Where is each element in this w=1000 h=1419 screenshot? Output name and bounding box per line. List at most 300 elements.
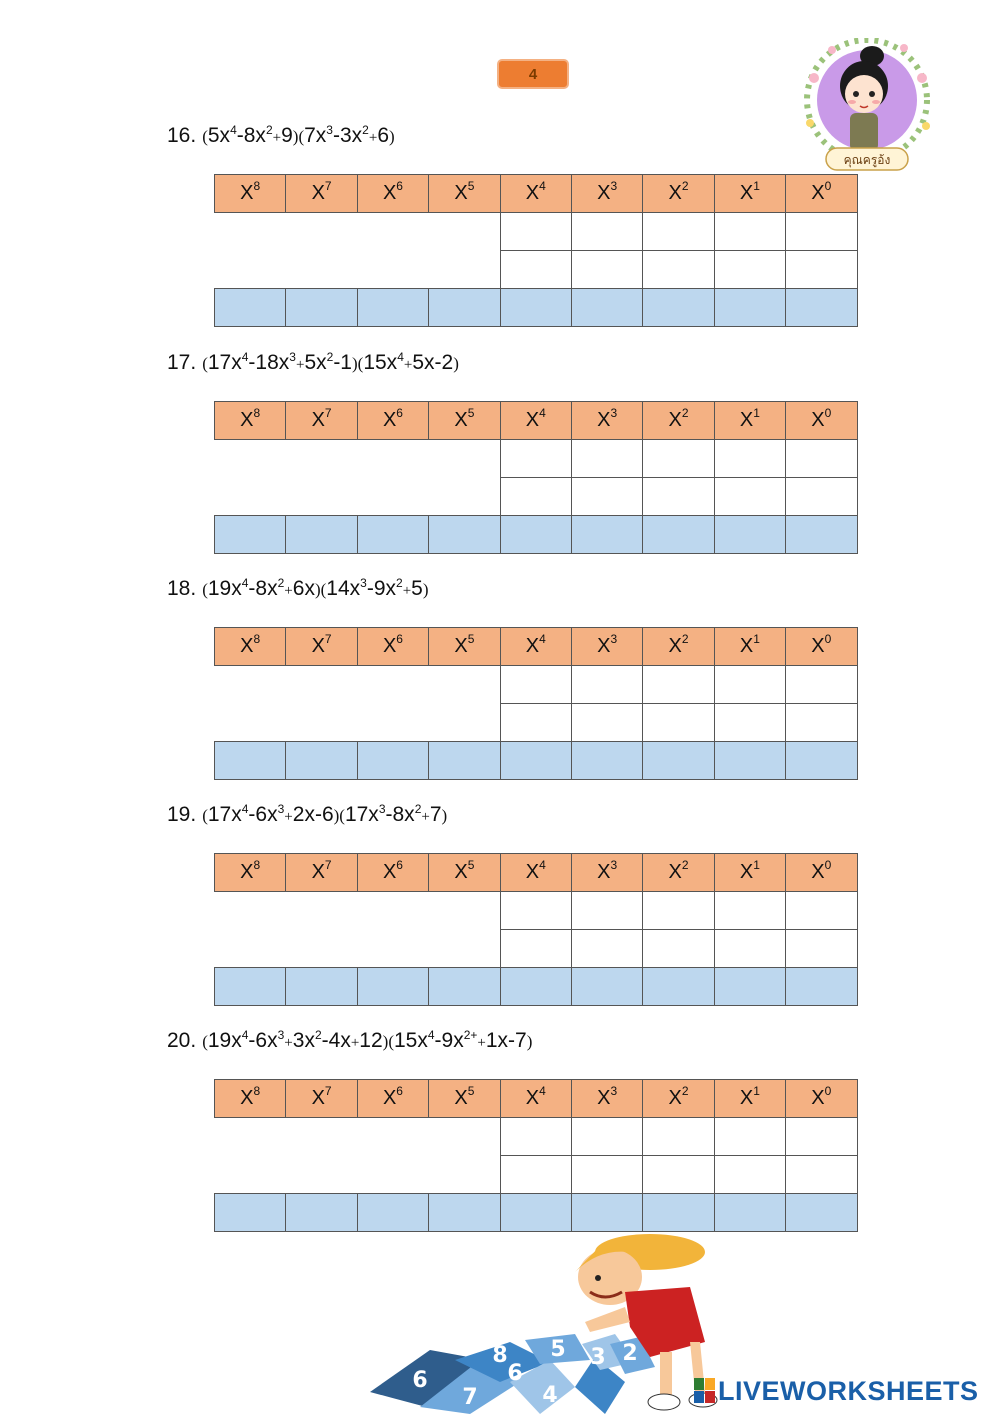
power-base: X	[311, 409, 325, 431]
result-cell[interactable]	[714, 968, 785, 1006]
empty-space	[215, 1156, 286, 1194]
empty-space	[286, 440, 357, 478]
power-header-cell	[215, 1080, 286, 1118]
power-exponent: 0	[824, 179, 832, 193]
result-cell[interactable]	[643, 968, 714, 1006]
problem-number: 16.	[167, 124, 197, 147]
work-row	[215, 704, 858, 742]
power-base: X	[240, 861, 254, 883]
power-header-cell	[429, 402, 500, 440]
coefficient-table	[214, 853, 858, 1006]
answer-cell[interactable]	[643, 251, 714, 289]
power-header-cell	[571, 628, 642, 666]
page-number: 4	[528, 65, 538, 83]
result-cell[interactable]	[643, 742, 714, 780]
work-row	[215, 666, 858, 704]
power-base: X	[240, 635, 254, 657]
answer-cell[interactable]	[643, 892, 714, 930]
hop-number: 3	[590, 1345, 606, 1370]
power-header-cell	[786, 402, 857, 440]
empty-space	[429, 666, 500, 704]
power-header-cell	[786, 175, 857, 213]
result-cell[interactable]	[571, 1194, 642, 1232]
answer-cell[interactable]	[500, 892, 571, 930]
power-base: X	[739, 182, 754, 204]
power-exponent: 0	[824, 858, 832, 872]
power-exponent: 4	[539, 858, 546, 872]
power-header-cell	[215, 402, 286, 440]
power-base: X	[311, 635, 325, 657]
power-header-cell	[286, 854, 357, 892]
answer-cell[interactable]	[571, 892, 642, 930]
result-cell[interactable]	[786, 289, 857, 327]
answer-cell[interactable]	[643, 478, 714, 516]
power-base: X	[811, 861, 825, 883]
answer-cell[interactable]	[786, 666, 857, 704]
empty-space	[286, 478, 357, 516]
power-header-cell	[357, 1080, 428, 1118]
work-row	[215, 478, 858, 516]
empty-space	[286, 1156, 357, 1194]
power-header-cell	[286, 628, 357, 666]
answer-cell[interactable]	[571, 1118, 642, 1156]
answer-cell[interactable]	[714, 892, 785, 930]
power-header-cell	[215, 628, 286, 666]
problem-label: 16. $(5x^4-8x^2+9)(7x^3-3x^2+6)$	[167, 123, 395, 147]
empty-space	[357, 213, 428, 251]
result-row	[215, 968, 858, 1006]
result-cell[interactable]	[357, 289, 428, 327]
result-cell[interactable]	[286, 1194, 357, 1232]
power-header-cell	[429, 175, 500, 213]
empty-space	[286, 1118, 357, 1156]
power-base: X	[811, 182, 825, 204]
result-row	[215, 516, 858, 554]
power-header-row	[215, 1080, 858, 1118]
empty-space	[429, 1118, 500, 1156]
result-cell[interactable]	[643, 1194, 714, 1232]
power-header-cell	[500, 628, 571, 666]
coefficient-table	[214, 401, 858, 554]
answer-cell[interactable]	[500, 251, 571, 289]
power-base: X	[454, 409, 468, 431]
problem-number: 19.	[167, 803, 197, 826]
power-base: X	[382, 409, 397, 431]
power-header-cell	[357, 628, 428, 666]
empty-space	[357, 478, 428, 516]
power-header-cell	[571, 402, 642, 440]
result-cell[interactable]	[286, 742, 357, 780]
power-exponent: 6	[396, 632, 403, 646]
result-cell[interactable]	[357, 516, 428, 554]
empty-space	[286, 213, 357, 251]
answer-cell[interactable]	[714, 213, 785, 251]
empty-space	[357, 251, 428, 289]
result-cell[interactable]	[500, 742, 571, 780]
result-cell[interactable]	[429, 968, 500, 1006]
power-exponent: 4	[539, 1084, 546, 1098]
empty-space	[215, 1118, 286, 1156]
work-row	[215, 930, 858, 968]
result-cell[interactable]	[571, 968, 642, 1006]
power-base: X	[739, 409, 754, 431]
power-header-cell	[571, 1080, 642, 1118]
answer-cell[interactable]	[714, 1118, 785, 1156]
empty-space	[357, 892, 428, 930]
power-exponent: 8	[253, 406, 261, 420]
power-base: X	[525, 409, 540, 431]
result-cell[interactable]	[215, 968, 286, 1006]
power-header-cell	[643, 175, 714, 213]
result-cell[interactable]	[571, 289, 642, 327]
power-header-cell	[286, 1080, 357, 1118]
power-header-cell	[286, 402, 357, 440]
power-base: X	[382, 1087, 397, 1109]
result-cell[interactable]	[429, 742, 500, 780]
answer-cell[interactable]	[643, 1156, 714, 1194]
answer-cell[interactable]	[786, 440, 857, 478]
power-exponent: 6	[396, 179, 403, 193]
power-exponent: 2	[681, 858, 689, 872]
result-cell[interactable]	[786, 1194, 857, 1232]
power-base: X	[811, 1087, 825, 1109]
power-header-row	[215, 402, 858, 440]
power-exponent: 1	[753, 858, 760, 872]
work-row	[215, 440, 858, 478]
result-cell[interactable]	[357, 968, 428, 1006]
power-base: X	[454, 861, 468, 883]
power-exponent: 5	[467, 1084, 475, 1098]
power-base: X	[311, 1087, 325, 1109]
power-exponent: 5	[467, 406, 475, 420]
power-header-cell	[786, 854, 857, 892]
power-header-cell	[714, 854, 785, 892]
result-cell[interactable]	[500, 516, 571, 554]
answer-cell[interactable]	[571, 478, 642, 516]
answer-cell[interactable]	[500, 1156, 571, 1194]
power-header-cell	[643, 854, 714, 892]
result-cell[interactable]	[643, 516, 714, 554]
power-exponent: 7	[324, 179, 332, 193]
power-base: X	[525, 1087, 540, 1109]
result-cell[interactable]	[786, 742, 857, 780]
power-base: X	[454, 635, 468, 657]
hop-number: 2	[622, 1341, 638, 1366]
power-header-cell	[571, 175, 642, 213]
power-base: X	[454, 1087, 468, 1109]
hop-number: 4	[542, 1383, 558, 1408]
coefficient-table	[214, 627, 858, 780]
power-header-cell	[357, 175, 428, 213]
power-base: X	[668, 635, 682, 657]
answer-cell[interactable]	[643, 213, 714, 251]
result-cell[interactable]	[714, 289, 785, 327]
power-base: X	[240, 1087, 254, 1109]
page-number-badge	[497, 59, 569, 89]
caption-ribbon	[826, 148, 908, 170]
empty-space	[357, 666, 428, 704]
power-header-cell	[429, 1080, 500, 1118]
empty-space	[215, 478, 286, 516]
answer-cell[interactable]	[714, 666, 785, 704]
result-cell[interactable]	[643, 289, 714, 327]
result-cell[interactable]	[500, 289, 571, 327]
liveworksheets-logo	[692, 1374, 979, 1408]
answer-cell[interactable]	[786, 213, 857, 251]
answer-cell[interactable]	[714, 930, 785, 968]
answer-cell[interactable]	[643, 1118, 714, 1156]
power-base: X	[597, 182, 611, 204]
power-exponent: 7	[324, 1084, 332, 1098]
power-base: X	[597, 635, 611, 657]
power-exponent: 7	[324, 632, 332, 646]
answer-cell[interactable]	[571, 1156, 642, 1194]
power-exponent: 1	[753, 406, 760, 420]
result-row	[215, 289, 858, 327]
empty-space	[215, 213, 286, 251]
result-row	[215, 1194, 858, 1232]
result-cell[interactable]	[571, 742, 642, 780]
result-cell[interactable]	[714, 516, 785, 554]
empty-space	[215, 666, 286, 704]
power-header-row	[215, 854, 858, 892]
empty-space	[429, 892, 500, 930]
empty-space	[429, 251, 500, 289]
result-cell[interactable]	[215, 289, 286, 327]
power-base: X	[240, 409, 254, 431]
answer-cell[interactable]	[500, 666, 571, 704]
power-base: X	[525, 861, 540, 883]
power-exponent: 4	[539, 406, 546, 420]
power-exponent: 3	[610, 632, 618, 646]
result-cell[interactable]	[786, 516, 857, 554]
empty-space	[215, 892, 286, 930]
answer-cell[interactable]	[643, 704, 714, 742]
hop-number: 5	[550, 1337, 566, 1362]
power-header-cell	[500, 402, 571, 440]
empty-space	[429, 1156, 500, 1194]
power-base: X	[668, 861, 682, 883]
power-base: X	[382, 635, 397, 657]
result-cell[interactable]	[286, 968, 357, 1006]
power-exponent: 1	[753, 179, 760, 193]
power-exponent: 7	[324, 406, 332, 420]
result-cell[interactable]	[286, 289, 357, 327]
coefficient-table	[214, 1079, 858, 1232]
power-header-cell	[215, 175, 286, 213]
work-row	[215, 892, 858, 930]
power-base: X	[525, 182, 540, 204]
empty-space	[215, 704, 286, 742]
result-row	[215, 742, 858, 780]
power-header-cell	[643, 1080, 714, 1118]
result-cell[interactable]	[714, 742, 785, 780]
power-exponent: 1	[753, 1084, 760, 1098]
answer-cell[interactable]	[500, 930, 571, 968]
work-row	[215, 1156, 858, 1194]
power-header-cell	[714, 402, 785, 440]
answer-cell[interactable]	[786, 1156, 857, 1194]
power-base: X	[597, 1087, 611, 1109]
power-exponent: 5	[467, 632, 475, 646]
empty-space	[286, 704, 357, 742]
power-header-cell	[714, 628, 785, 666]
power-base: X	[811, 635, 825, 657]
power-exponent: 3	[610, 179, 618, 193]
power-header-cell	[786, 1080, 857, 1118]
result-cell[interactable]	[357, 742, 428, 780]
power-exponent: 6	[396, 406, 403, 420]
power-base: X	[811, 409, 825, 431]
power-header-cell	[714, 1080, 785, 1118]
power-base: X	[382, 182, 397, 204]
problem-label: 20. $(19x^4-6x^3+3x^2-4x+12)(15x^4-9x^{2+}+1x-7)$	[167, 1028, 533, 1052]
power-base: X	[525, 635, 540, 657]
power-header-cell	[429, 628, 500, 666]
power-exponent: 2	[681, 632, 689, 646]
answer-cell[interactable]	[786, 1118, 857, 1156]
result-cell[interactable]	[500, 1194, 571, 1232]
power-exponent: 3	[610, 858, 618, 872]
power-base: X	[668, 1087, 682, 1109]
empty-space	[357, 440, 428, 478]
teacher-avatar	[792, 38, 942, 178]
answer-cell[interactable]	[500, 704, 571, 742]
answer-cell[interactable]	[786, 892, 857, 930]
power-exponent: 2	[681, 406, 689, 420]
power-exponent: 3	[610, 406, 618, 420]
answer-cell[interactable]	[500, 213, 571, 251]
result-cell[interactable]	[357, 1194, 428, 1232]
empty-space	[215, 251, 286, 289]
power-header-cell	[500, 1080, 571, 1118]
power-base: X	[597, 861, 611, 883]
problem-number: 20.	[167, 1029, 197, 1052]
power-exponent: 5	[467, 179, 475, 193]
answer-cell[interactable]	[571, 930, 642, 968]
empty-space	[286, 930, 357, 968]
problem-label: 18. $(19x^4-8x^2+6x)(14x^3-9x^2+5)$	[167, 576, 429, 600]
answer-cell[interactable]	[714, 1156, 785, 1194]
work-row	[215, 251, 858, 289]
power-base: X	[382, 861, 397, 883]
answer-cell[interactable]	[571, 251, 642, 289]
power-exponent: 7	[324, 858, 332, 872]
answer-cell[interactable]	[643, 440, 714, 478]
power-exponent: 8	[253, 858, 261, 872]
empty-space	[429, 704, 500, 742]
power-base: X	[311, 182, 325, 204]
answer-cell[interactable]	[571, 704, 642, 742]
power-base: X	[739, 861, 754, 883]
power-header-cell	[500, 175, 571, 213]
result-cell[interactable]	[215, 1194, 286, 1232]
answer-cell[interactable]	[500, 1118, 571, 1156]
empty-space	[357, 930, 428, 968]
power-header-cell	[643, 402, 714, 440]
answer-cell[interactable]	[643, 666, 714, 704]
answer-cell[interactable]	[571, 440, 642, 478]
power-exponent: 6	[396, 1084, 403, 1098]
problem-number: 18.	[167, 577, 197, 600]
empty-space	[357, 704, 428, 742]
answer-cell[interactable]	[714, 478, 785, 516]
logo-mark-icon	[692, 1376, 718, 1406]
power-base: X	[240, 182, 254, 204]
result-cell[interactable]	[286, 516, 357, 554]
power-base: X	[597, 409, 611, 431]
power-base: X	[668, 182, 682, 204]
result-cell[interactable]	[429, 289, 500, 327]
answer-cell[interactable]	[786, 251, 857, 289]
power-exponent: 5	[467, 858, 475, 872]
result-cell[interactable]	[500, 968, 571, 1006]
power-header-cell	[571, 854, 642, 892]
empty-space	[429, 213, 500, 251]
power-exponent: 0	[824, 406, 832, 420]
power-exponent: 8	[253, 179, 261, 193]
result-cell[interactable]	[786, 968, 857, 1006]
problem-label: 17. $(17x^4-18x^3+5x^2-1)(15x^4+5x-2)$	[167, 350, 459, 374]
coefficient-table	[214, 174, 858, 327]
answer-cell[interactable]	[571, 666, 642, 704]
hop-number: 7	[462, 1385, 478, 1410]
power-exponent: 3	[610, 1084, 618, 1098]
power-header-cell	[786, 628, 857, 666]
answer-cell[interactable]	[786, 930, 857, 968]
power-header-cell	[357, 854, 428, 892]
result-cell[interactable]	[429, 516, 500, 554]
answer-cell[interactable]	[500, 478, 571, 516]
empty-space	[429, 930, 500, 968]
empty-space	[429, 440, 500, 478]
power-exponent: 2	[681, 1084, 689, 1098]
answer-cell[interactable]	[643, 930, 714, 968]
power-exponent: 2	[681, 179, 689, 193]
answer-cell[interactable]	[714, 704, 785, 742]
power-header-cell	[357, 402, 428, 440]
power-header-cell	[429, 854, 500, 892]
power-header-cell	[643, 628, 714, 666]
answer-cell[interactable]	[786, 478, 857, 516]
result-cell[interactable]	[714, 1194, 785, 1232]
answer-cell[interactable]	[714, 251, 785, 289]
power-base: X	[739, 1087, 754, 1109]
power-exponent: 0	[824, 632, 832, 646]
power-header-cell	[500, 854, 571, 892]
problem-label: 19. $(17x^4-6x^3+2x-6)(17x^3-8x^2+7)$	[167, 802, 448, 826]
empty-space	[357, 1156, 428, 1194]
problem-number: 17.	[167, 351, 197, 374]
power-header-row	[215, 175, 858, 213]
work-row	[215, 1118, 858, 1156]
result-cell[interactable]	[571, 516, 642, 554]
answer-cell[interactable]	[786, 704, 857, 742]
answer-cell[interactable]	[714, 440, 785, 478]
result-cell[interactable]	[215, 516, 286, 554]
empty-space	[286, 892, 357, 930]
answer-cell[interactable]	[500, 440, 571, 478]
result-cell[interactable]	[429, 1194, 500, 1232]
empty-space	[215, 930, 286, 968]
power-exponent: 4	[539, 632, 546, 646]
hop-number: 6	[507, 1361, 523, 1386]
power-exponent: 4	[539, 179, 546, 193]
result-cell[interactable]	[215, 742, 286, 780]
empty-space	[429, 478, 500, 516]
answer-cell[interactable]	[571, 213, 642, 251]
hop-number: 8	[492, 1343, 508, 1368]
